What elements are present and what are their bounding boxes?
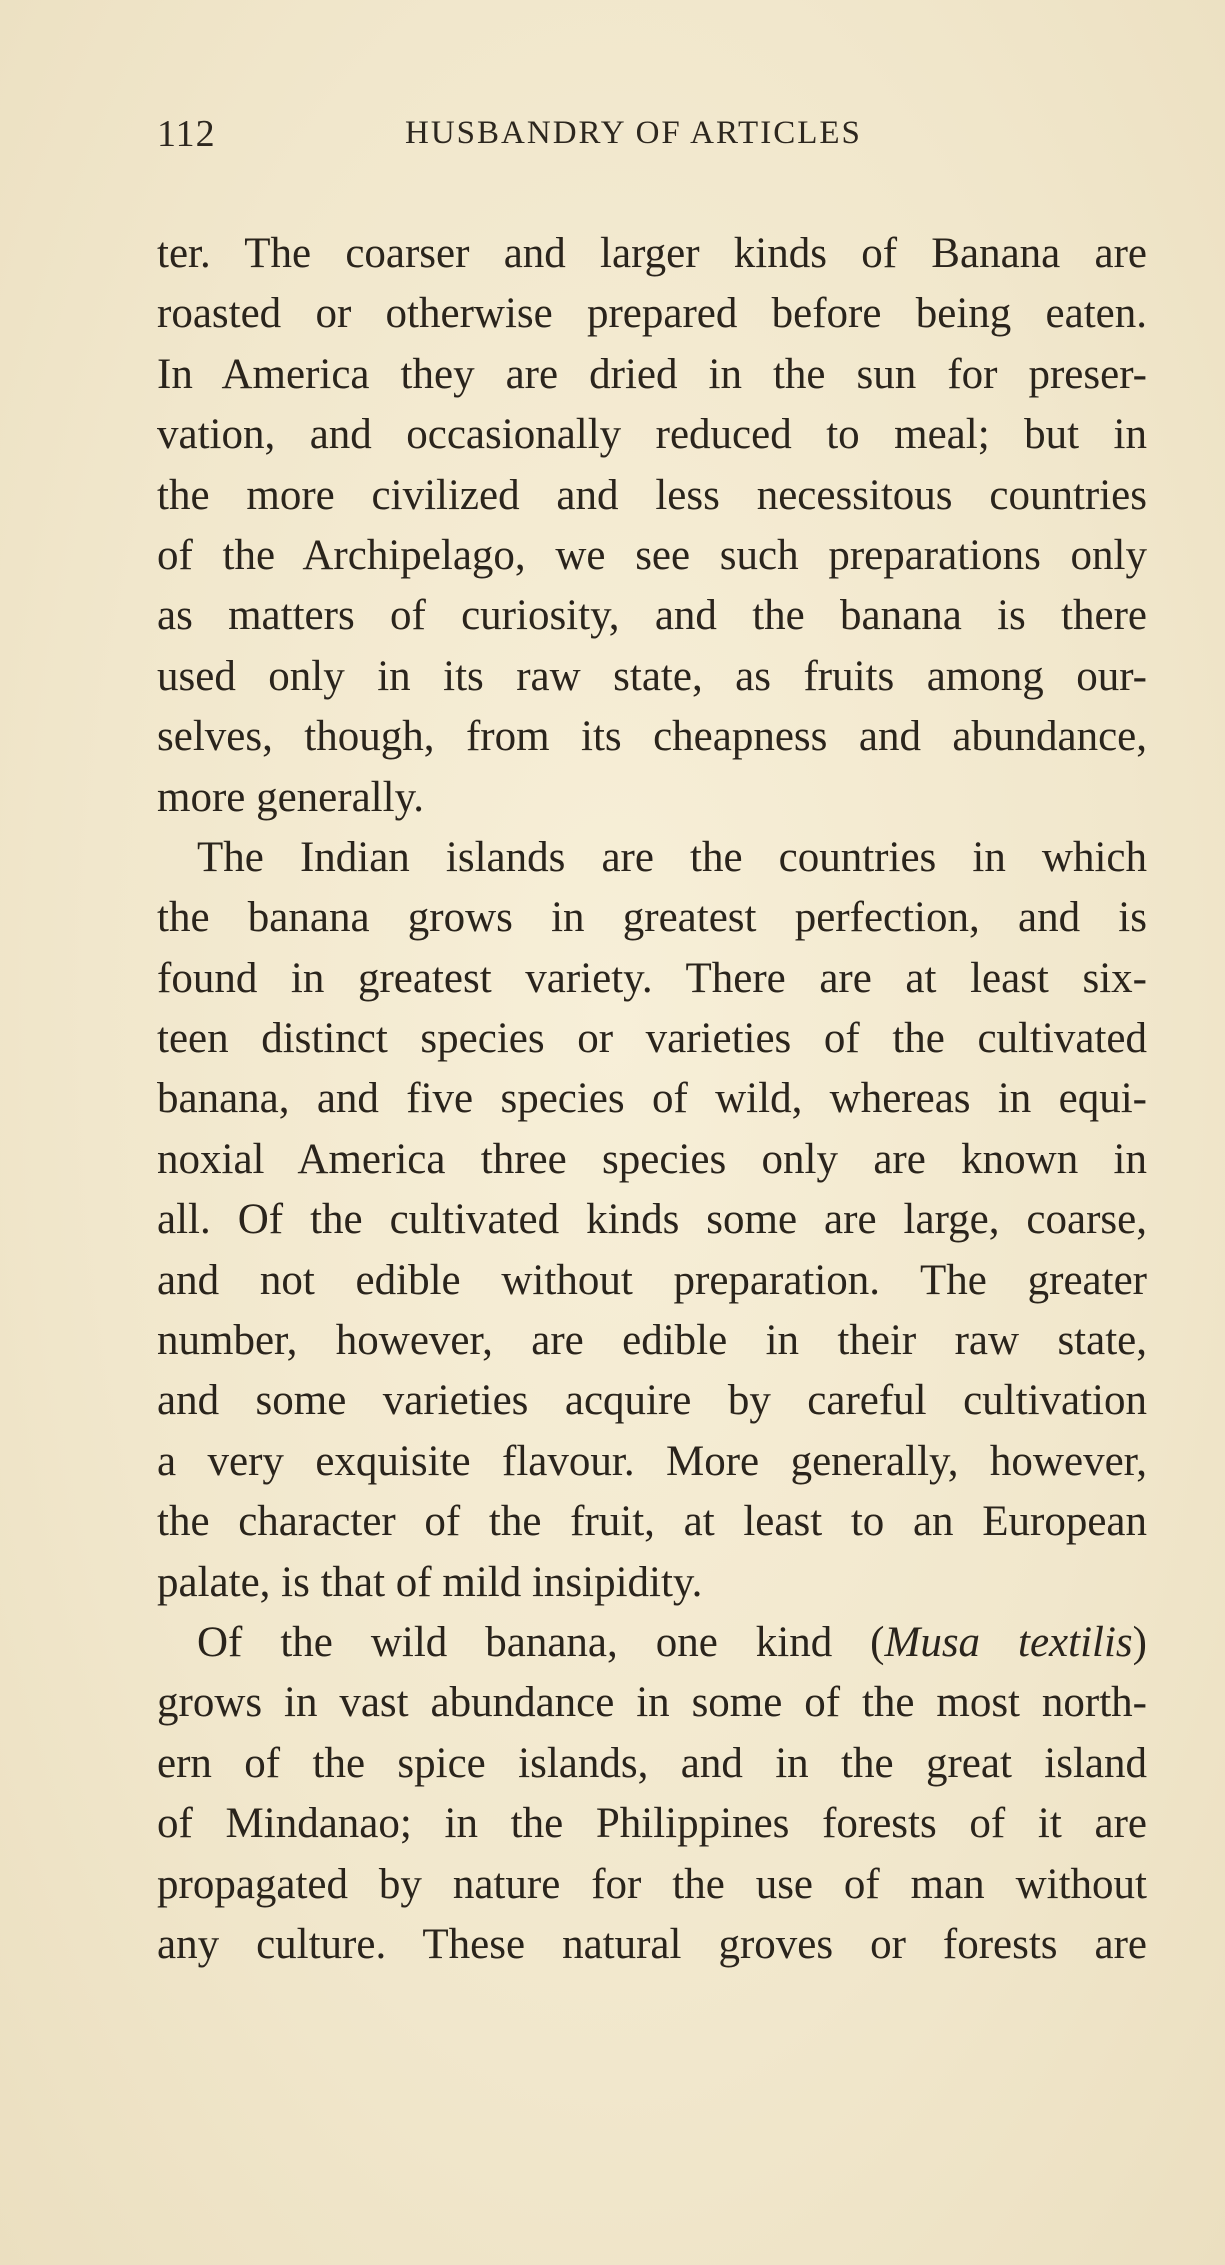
- text-line: ern of the spice islands, and in the great island: [157, 1739, 1147, 1787]
- page-number: 112: [157, 113, 216, 155]
- text-line: noxial America three species only are known in: [157, 1135, 1147, 1183]
- text-line: teen distinct species or varieties of the cultivated: [157, 1015, 1147, 1063]
- text-line: number, however, are edible in their raw state,: [157, 1317, 1147, 1365]
- text-line: propagated by nature for the use of man without: [157, 1860, 1147, 1908]
- text-line: and not edible without preparation. The greater: [157, 1256, 1147, 1304]
- italic-term: Musa textilis: [884, 1618, 1133, 1666]
- text-segment: Of the wild banana, one kind (: [197, 1618, 885, 1666]
- text-line: any culture. These natural groves or forests are: [157, 1920, 1147, 1968]
- text-line: found in greatest variety. There are at least six-: [157, 954, 1147, 1002]
- running-title: HUSBANDRY OF ARTICLES: [405, 115, 862, 151]
- text-line: the banana grows in greatest perfection, and is: [157, 894, 1147, 942]
- text-line: of the Archipelago, we see such preparations only: [157, 531, 1147, 579]
- running-head: [0, 112, 1225, 162]
- text-line: the character of the fruit, at least to an European: [157, 1498, 1147, 1546]
- text-line: grows in vast abundance in some of the most north-: [157, 1679, 1147, 1727]
- text-line: and some varieties acquire by careful cultivation: [157, 1377, 1147, 1425]
- text-line-with-italic: [157, 1613, 1147, 1673]
- text-line: all. Of the cultivated kinds some are large, coarse,: [157, 1196, 1147, 1244]
- text-line: vation, and occasionally reduced to meal; but in: [157, 411, 1147, 459]
- text-line: a very exquisite flavour. More generally, however,: [157, 1437, 1147, 1485]
- text-line: roasted or otherwise prepared before being eaten.: [157, 290, 1147, 338]
- text-line: selves, though, from its cheapness and abundance,: [157, 713, 1147, 761]
- text-line: palate, is that of mild insipidity.: [157, 1558, 703, 1606]
- text-line: the more civilized and less necessitous countries: [157, 471, 1147, 519]
- text-segment: ): [1132, 1618, 1147, 1666]
- text-line: of Mindanao; in the Philippines forests of it are: [157, 1800, 1147, 1848]
- body-text: [157, 224, 1147, 1975]
- text-line: The Indian islands are the countries in which: [197, 833, 1147, 881]
- text-line: as matters of curiosity, and the banana is there: [157, 592, 1147, 640]
- text-line: more generally.: [157, 773, 425, 821]
- text-line: In America they are dried in the sun for preser-: [157, 350, 1147, 398]
- text-line: used only in its raw state, as fruits among our-: [157, 652, 1147, 700]
- text-line: ter. The coarser and larger kinds of Banana are: [157, 230, 1147, 277]
- text-line: banana, and five species of wild, whereas in equi-: [157, 1075, 1147, 1123]
